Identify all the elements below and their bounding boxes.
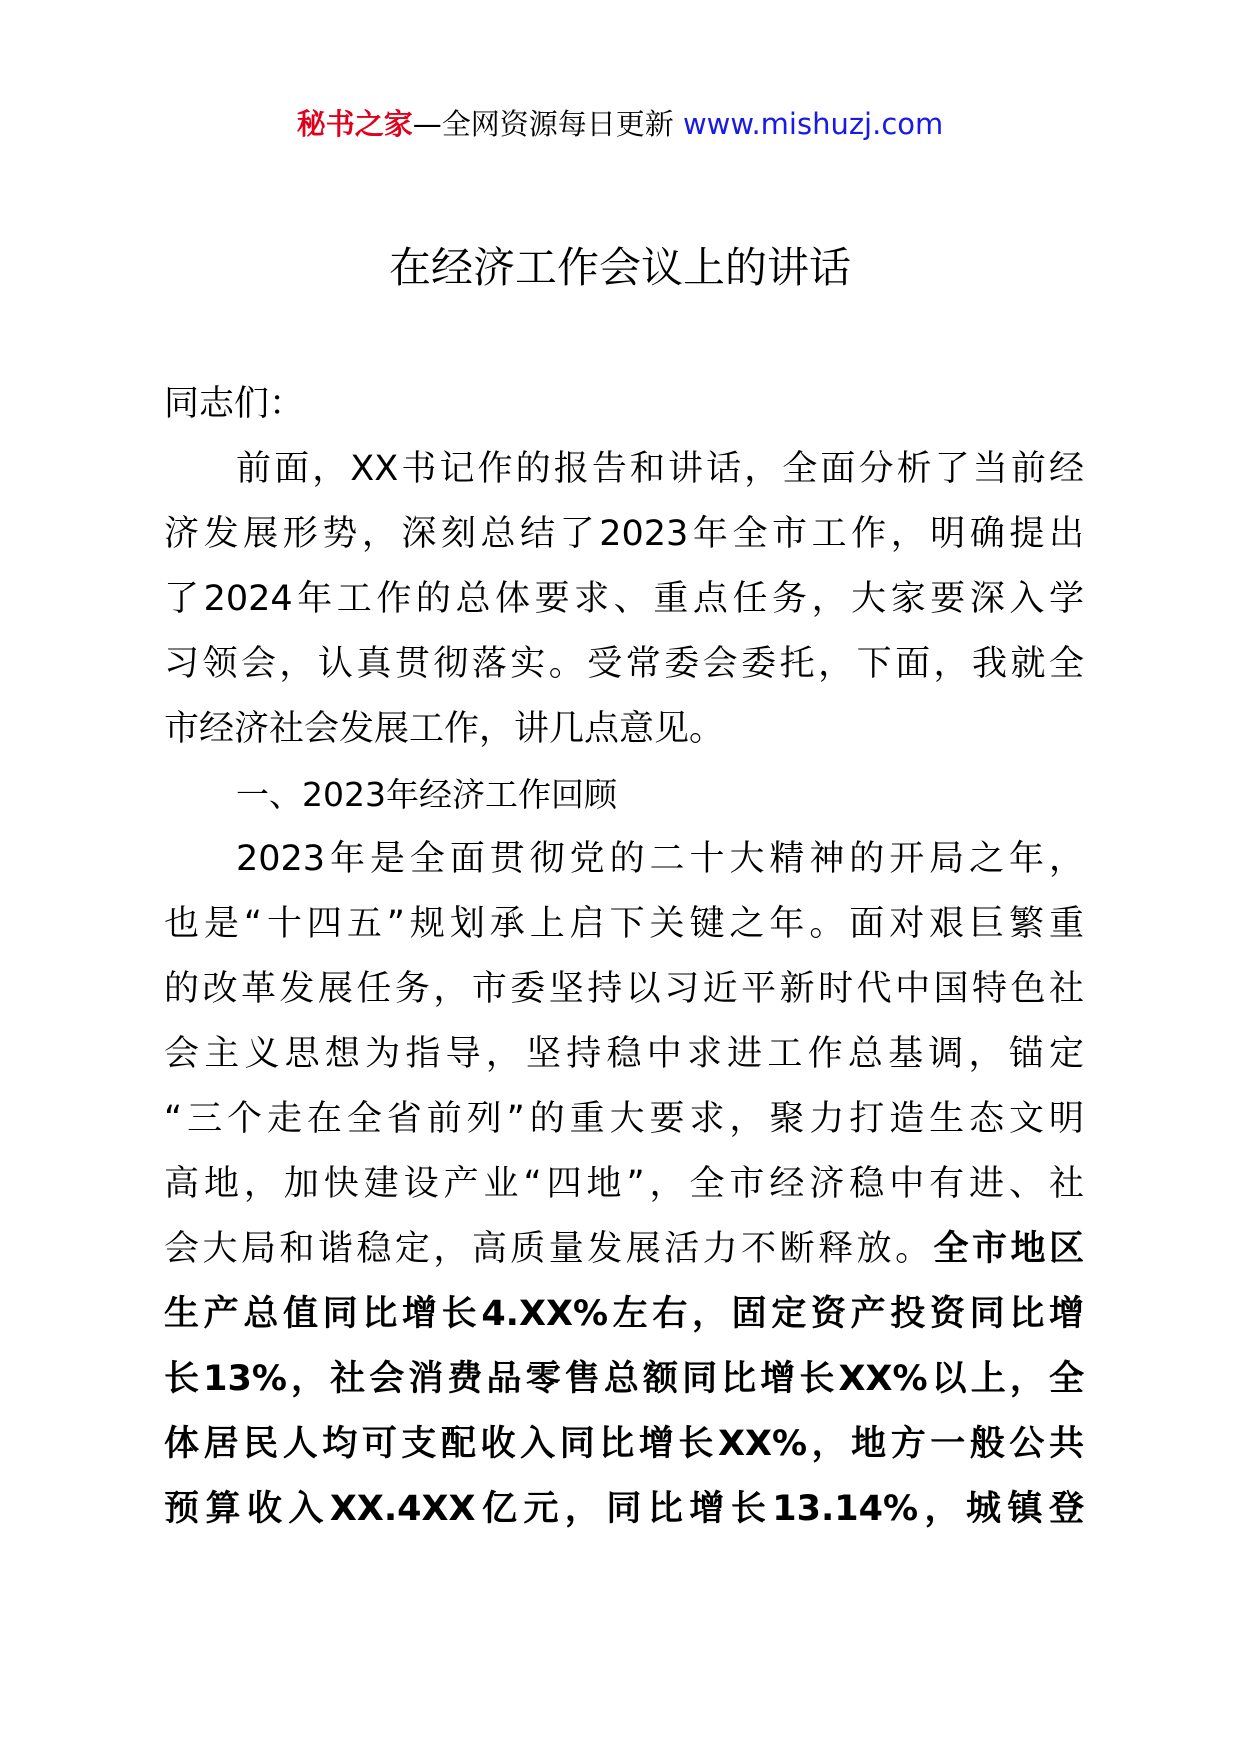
paragraph-2-line: 会主义思想为指导，坚持稳中求进工作总基调，锚定 xyxy=(164,1034,1084,1074)
paragraph-1-line: 了2024年工作的总体要求、重点任务，大家要深入学 xyxy=(164,579,1084,619)
header-url[interactable]: www.mishuzj.com xyxy=(682,107,944,141)
paragraph-1-line: 习领会，认真贯彻落实。受常委会委托，下面，我就全 xyxy=(164,644,1084,684)
paragraph-1-line: 市经济社会发展工作，讲几点意见。 xyxy=(164,709,725,749)
paragraph-2-line: 高地，加快建设产业“四地”，全市经济稳中有进、社 xyxy=(164,1164,1084,1204)
paragraph-2-bold-line: 体居民人均可支配收入同比增长XX%，地方一般公共 xyxy=(164,1424,1084,1464)
paragraph-2-bold-line: 预算收入XX.4XX亿元，同比增长13.14%，城镇登 xyxy=(164,1489,1084,1529)
paragraph-2-line: “三个走在全省前列”的重大要求，聚力打造生态文明 xyxy=(164,1099,1084,1139)
document-title: 在经济工作会议上的讲话 xyxy=(388,243,851,292)
paragraph-1-line: 济发展形势，深刻总结了2023年全市工作，明确提出 xyxy=(164,514,1084,554)
brand-name: 秘书之家 xyxy=(296,107,413,141)
section-heading: 一、2023年经济工作回顾 xyxy=(236,775,617,814)
paragraph-2-line: 的改革发展任务，市委坚持以习近平新时代中国特色社 xyxy=(164,969,1084,1009)
paragraph-2-line: 也是“十四五”规划承上启下关键之年。面对艰巨繁重 xyxy=(164,904,1084,944)
header-slogan: —全网资源每日更新 xyxy=(412,107,674,141)
salutation: 同志们： xyxy=(164,384,305,424)
paragraph-2-mixed-line xyxy=(164,1217,1084,1282)
paragraph-2-normal-text: 会大局和谐稳定，高质量发展活力不断释放。 xyxy=(164,1229,934,1269)
paragraph-2-bold-text: 全市地区 xyxy=(933,1229,1084,1269)
document-body xyxy=(164,372,1084,1542)
paragraph-2-bold-line: 生产总值同比增长4.XX%左右，固定资产投资同比增 xyxy=(164,1294,1084,1334)
paragraph-2-bold-line: 长13%，社会消费品零售总额同比增长XX%以上，全 xyxy=(164,1359,1084,1399)
site-header xyxy=(0,104,1240,144)
paragraph-1-line: 前面，XX书记作的报告和讲话，全面分析了当前经 xyxy=(236,449,1084,489)
paragraph-2-line: 2023年是全面贯彻党的二十大精神的开局之年， xyxy=(236,839,1084,879)
